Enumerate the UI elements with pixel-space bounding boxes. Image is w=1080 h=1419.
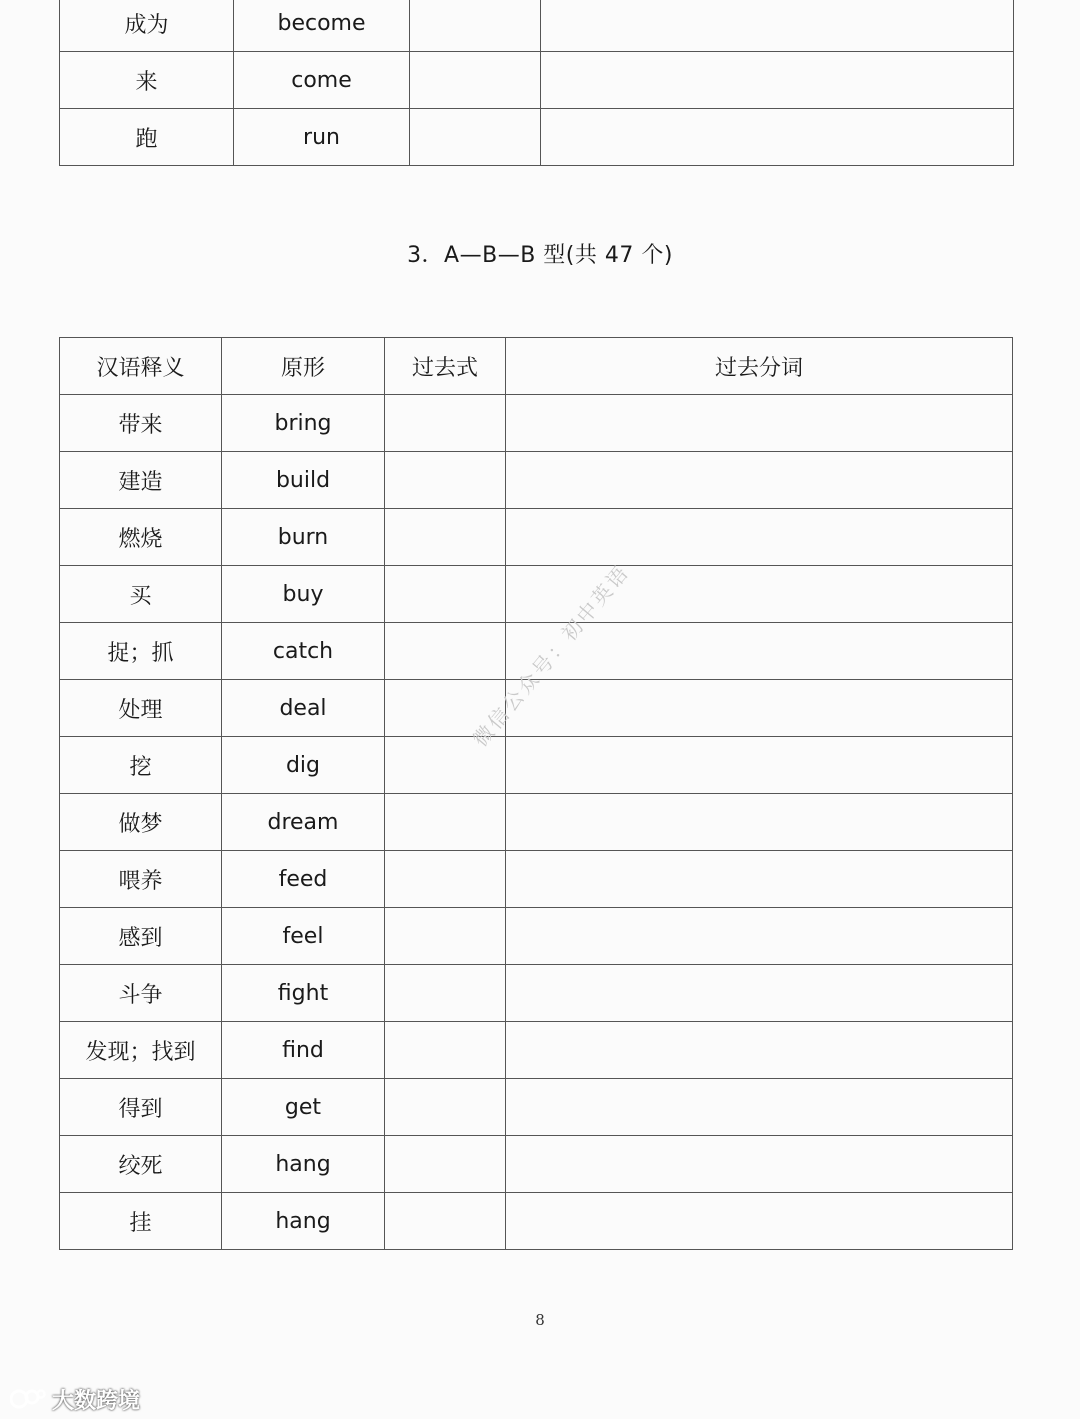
past-participle-cell [506, 680, 1013, 737]
meaning-cell: 挖 [60, 737, 222, 794]
past-participle-cell [506, 1022, 1013, 1079]
table-row [60, 1079, 1013, 1136]
header-meaning: 汉语释义 [60, 338, 222, 395]
past-tense-cell [385, 851, 506, 908]
table-row [60, 109, 1014, 166]
meaning-cell: 发现；找到 [60, 1022, 222, 1079]
main-table-body [60, 395, 1013, 1250]
past-participle-cell [506, 509, 1013, 566]
past-tense-cell [385, 452, 506, 509]
header-past-participle: 过去分词 [506, 338, 1013, 395]
table-row [60, 794, 1013, 851]
base-form-cell: find [222, 1022, 385, 1079]
past-tense-cell [385, 1193, 506, 1250]
abb-verb-table [59, 337, 1013, 1250]
past-tense-cell [385, 395, 506, 452]
table-row [60, 851, 1013, 908]
past-participle-cell [506, 1136, 1013, 1193]
base-form-cell: hang [222, 1193, 385, 1250]
meaning-cell: 来 [60, 52, 234, 109]
base-form-cell: get [222, 1079, 385, 1136]
past-tense-cell [385, 566, 506, 623]
base-form-cell: deal [222, 680, 385, 737]
table-header [60, 338, 1013, 395]
past-participle-cell [541, 52, 1014, 109]
header-base-form: 原形 [222, 338, 385, 395]
base-form-cell: hang [222, 1136, 385, 1193]
past-tense-cell [410, 0, 541, 52]
base-form-cell: catch [222, 623, 385, 680]
base-form-cell: become [234, 0, 410, 52]
meaning-cell: 建造 [60, 452, 222, 509]
brand-watermark [10, 1384, 140, 1414]
meaning-cell: 喂养 [60, 851, 222, 908]
meaning-cell: 捉；抓 [60, 623, 222, 680]
table-row [60, 52, 1014, 109]
past-participle-cell [506, 908, 1013, 965]
base-form-cell: dream [222, 794, 385, 851]
past-tense-cell [385, 965, 506, 1022]
past-participle-cell [541, 0, 1014, 52]
meaning-cell: 带来 [60, 395, 222, 452]
table-row [60, 566, 1013, 623]
watermark: 微信公众号：初中英语 [468, 559, 635, 752]
base-form-cell: bring [222, 395, 385, 452]
base-form-cell: build [222, 452, 385, 509]
base-form-cell: dig [222, 737, 385, 794]
base-form-cell: fight [222, 965, 385, 1022]
base-form-cell: buy [222, 566, 385, 623]
meaning-cell: 处理 [60, 680, 222, 737]
past-tense-cell [385, 623, 506, 680]
meaning-cell: 斗争 [60, 965, 222, 1022]
meaning-cell: 燃烧 [60, 509, 222, 566]
base-form-cell: run [234, 109, 410, 166]
top-verb-table [59, 0, 1014, 166]
past-tense-cell [410, 52, 541, 109]
table-row [60, 509, 1013, 566]
past-tense-cell [385, 1079, 506, 1136]
base-form-cell: feed [222, 851, 385, 908]
brand-logo-icon [10, 1386, 46, 1412]
past-participle-cell [506, 737, 1013, 794]
base-form-cell: burn [222, 509, 385, 566]
past-participle-cell [506, 395, 1013, 452]
past-tense-cell [410, 109, 541, 166]
header-past-tense: 过去式 [385, 338, 506, 395]
past-tense-cell [385, 794, 506, 851]
past-tense-cell [385, 1136, 506, 1193]
past-participle-cell [506, 1193, 1013, 1250]
past-tense-cell [385, 509, 506, 566]
top-table-body [60, 0, 1014, 166]
meaning-cell: 感到 [60, 908, 222, 965]
meaning-cell: 成为 [60, 0, 234, 52]
past-participle-cell [506, 851, 1013, 908]
past-tense-cell [385, 1022, 506, 1079]
base-form-cell: come [234, 52, 410, 109]
meaning-cell: 跑 [60, 109, 234, 166]
header-row [60, 338, 1013, 395]
table-row [60, 395, 1013, 452]
table-row [60, 0, 1014, 52]
table-row [60, 908, 1013, 965]
table-row [60, 737, 1013, 794]
past-participle-cell [506, 452, 1013, 509]
meaning-cell: 买 [60, 566, 222, 623]
meaning-cell: 得到 [60, 1079, 222, 1136]
meaning-cell: 做梦 [60, 794, 222, 851]
past-participle-cell [506, 965, 1013, 1022]
table-row [60, 452, 1013, 509]
table-row [60, 1193, 1013, 1250]
base-form-cell: feel [222, 908, 385, 965]
past-participle-cell [506, 1079, 1013, 1136]
table-row [60, 1022, 1013, 1079]
page-number: 8 [535, 1311, 545, 1329]
table-row [60, 1136, 1013, 1193]
past-participle-cell [506, 794, 1013, 851]
past-participle-cell [541, 109, 1014, 166]
meaning-cell: 挂 [60, 1193, 222, 1250]
past-tense-cell [385, 908, 506, 965]
section-title: 3．A—B—B 型(共 47 个) [407, 243, 673, 268]
brand-name: 大数跨境 [52, 1388, 141, 1414]
table-row [60, 965, 1013, 1022]
meaning-cell: 绞死 [60, 1136, 222, 1193]
